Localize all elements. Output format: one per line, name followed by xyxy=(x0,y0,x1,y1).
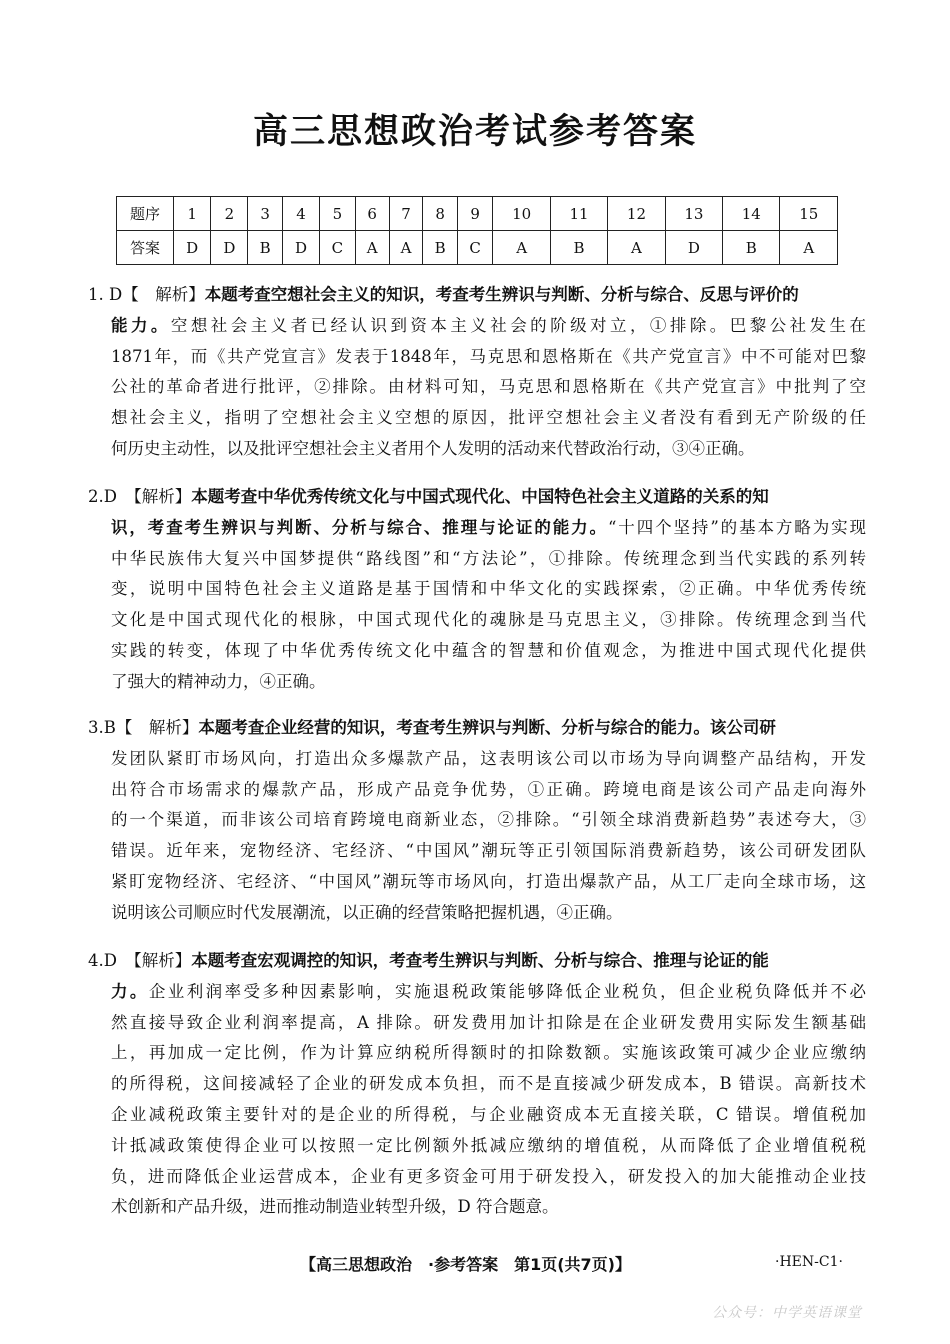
text-line: 中华民族伟大复兴中国梦提供“路线图”和“方法论”，①排除。传统理念到当代实践的系列转 xyxy=(111,548,866,568)
table-cell: 10 xyxy=(493,197,550,231)
watermark: 公众号：中学英语课堂 xyxy=(712,1305,862,1321)
analysis-lead-tail: 力。 xyxy=(111,981,149,1001)
table-cell: C xyxy=(320,231,356,265)
table-cell: 3 xyxy=(248,197,282,231)
table-cell: B xyxy=(550,231,607,265)
analysis-lead: 本题考查企业经营的知识，考查考生辨识与判断、分析与综合的能力。该公司研 xyxy=(198,718,776,737)
table-cell: 15 xyxy=(780,197,838,231)
row-label: 答案 xyxy=(117,231,174,265)
page-footer: 【高三思想政治 ·参考答案 第1页(共7页)】 xyxy=(300,1255,631,1274)
question-label: 2.D 【解析】 xyxy=(88,487,192,506)
text-line: 计抵减政策使得企业可以按照一定比例额外抵减应缴纳的增值税，从而降低了企业增值税税 xyxy=(111,1135,866,1155)
text-line: 公社的革命者进行批评，②排除。由材料可知，马克思和恩格斯在《共产党宣言》中批判了空 xyxy=(111,377,866,397)
table-cell: A xyxy=(780,231,838,265)
table-cell: 11 xyxy=(550,197,607,231)
text-line: 企业利润率受多种因素影响，实施退税政策能够降低企业税负，但企业税负降低并不必 xyxy=(148,981,867,1001)
table-cell: A xyxy=(389,231,423,265)
table-cell: B xyxy=(423,231,457,265)
question-label: 4.D 【解析】 xyxy=(88,951,192,970)
table-cell: D xyxy=(174,231,211,265)
analysis-lead: 本题考查宏观调控的知识，考查考生辨识与判断、分析与综合、推理与论证的能 xyxy=(191,951,769,970)
question-3 xyxy=(88,713,866,929)
analysis-lead: 本题考查中华优秀传统文化与中国式现代化、中国特色社会主义道路的关系的知 xyxy=(191,487,769,506)
table-cell: 4 xyxy=(282,197,319,231)
analysis-lead-tail: 能力。 xyxy=(111,315,171,335)
text-line: 术创新和产品升级，进而推动制造业转型升级，D 符合题意。 xyxy=(111,1197,559,1217)
text-line: 何历史主动性，以及批评空想社会主义者用个人发明的活动来代替政治行动，③④正确。 xyxy=(111,438,755,458)
table-cell: 5 xyxy=(320,197,356,231)
table-cell: D xyxy=(282,231,319,265)
question-label: 3.B【 解析】 xyxy=(88,718,199,737)
table-cell: A xyxy=(608,231,665,265)
text-line: 然直接导致企业利润率提高，A 排除。研发费用加计扣除是在企业研发费用实际发生额基础 xyxy=(111,1012,866,1032)
text-line: 负，进而降低企业运营成本，企业有更多资金可用于研发投入，研发投入的加大能推动企业技 xyxy=(111,1166,866,1186)
text-line: 变，说明中国特色社会主义道路是基于国情和中华文化的实践探索，②正确。中华优秀传统 xyxy=(111,579,866,599)
question-4 xyxy=(88,946,866,1223)
analysis-lead-tail: 识，考查考生辨识与判断、分析与综合、推理与论证的能力。 xyxy=(111,517,608,537)
table-cell: A xyxy=(355,231,389,265)
table-cell: 13 xyxy=(665,197,722,231)
text-line: 发团队紧盯市场风向，打造出众多爆款产品，这表明该公司以市场为导向调整产品结构，开发 xyxy=(111,748,866,768)
text-line: 说明该公司顺应时代发展潮流，以正确的经营策略把握机遇，④正确。 xyxy=(111,902,623,922)
table-cell: D xyxy=(665,231,722,265)
text-line: 上，再加成一定比例，作为计算应纳税所得额时的扣除数额。实施该政策可减少企业应缴纳 xyxy=(111,1043,866,1063)
table-cell: 1 xyxy=(174,197,211,231)
text-line: 想社会主义，指明了空想社会主义空想的原因，批评空想社会主义者没有看到无产阶级的任 xyxy=(111,408,866,428)
text-line: 错误。近年来，宠物经济、宅经济、“中国风”潮玩等正引领国际消费新趋势，该公司研发团队 xyxy=(111,841,866,861)
text-line: 1871年，而《共产党宣言》发表于1848年，马克思和恩格斯在《共产党宣言》中不可能对巴黎 xyxy=(111,346,866,366)
question-2 xyxy=(88,482,866,698)
text-line: 的一个渠道，而非该公司培育跨境电商新业态，②排除。“引领全球消费新趋势”表述夸大，③ xyxy=(111,810,866,830)
table-cell: 12 xyxy=(608,197,665,231)
text-line: 空想社会主义者已经认识到资本主义社会的阶级对立，①排除。巴黎公社发生在 xyxy=(170,315,867,335)
table-cell: 7 xyxy=(389,197,423,231)
paper-code: ·HEN-C1· xyxy=(775,1254,843,1270)
table-cell: D xyxy=(211,231,248,265)
table-cell: B xyxy=(248,231,282,265)
table-cell: 2 xyxy=(211,197,248,231)
answer-table xyxy=(116,196,838,265)
table-cell: 8 xyxy=(423,197,457,231)
table-cell: A xyxy=(493,231,550,265)
text-line: 文化是中国式现代化的根脉，中国式现代化的魂脉是马克思主义，③排除。传统理念到当代 xyxy=(111,610,866,630)
table-cell: 6 xyxy=(355,197,389,231)
analysis-lead: 本题考查空想社会主义的知识，考查考生辨识与判断、分析与综合、反思与评价的 xyxy=(204,285,799,304)
question-label: 1. D【 解析】 xyxy=(88,285,205,304)
table-cell: 14 xyxy=(723,197,780,231)
table-cell: 9 xyxy=(457,197,493,231)
table-cell: B xyxy=(723,231,780,265)
row-label: 题序 xyxy=(117,197,174,231)
text-line: 的所得税，这间接减轻了企业的研发成本负担，而不是直接减少研发成本，B 错误。高新技术 xyxy=(111,1074,866,1094)
text-line: 出符合市场需求的爆款产品，形成产品竞争优势，①正确。跨境电商是该公司产品走向海外 xyxy=(111,779,866,799)
table-cell: C xyxy=(457,231,493,265)
table-row-answers xyxy=(117,231,838,265)
question-1 xyxy=(88,280,866,465)
text-line: 紧盯宠物经济、宅经济、“中国风”潮玩等市场风向，打造出爆款产品，从工厂走向全球市场，这 xyxy=(111,871,866,891)
text-line: 实践的转变，体现了中华优秀传统文化中蕴含的智慧和价值观念，为推进中国式现代化提供 xyxy=(111,640,866,660)
text-line: 企业减税政策主要针对的是企业的所得税，与企业融资成本无直接关联，C 错误。增值税加 xyxy=(111,1104,866,1124)
table-row-numbers xyxy=(117,197,838,231)
page-title: 高三思想政治考试参考答案 xyxy=(252,112,697,152)
text-line: “十四个坚持”的基本方略为实现 xyxy=(607,517,867,537)
text-line: 了强大的精神动力，④正确。 xyxy=(111,671,326,691)
